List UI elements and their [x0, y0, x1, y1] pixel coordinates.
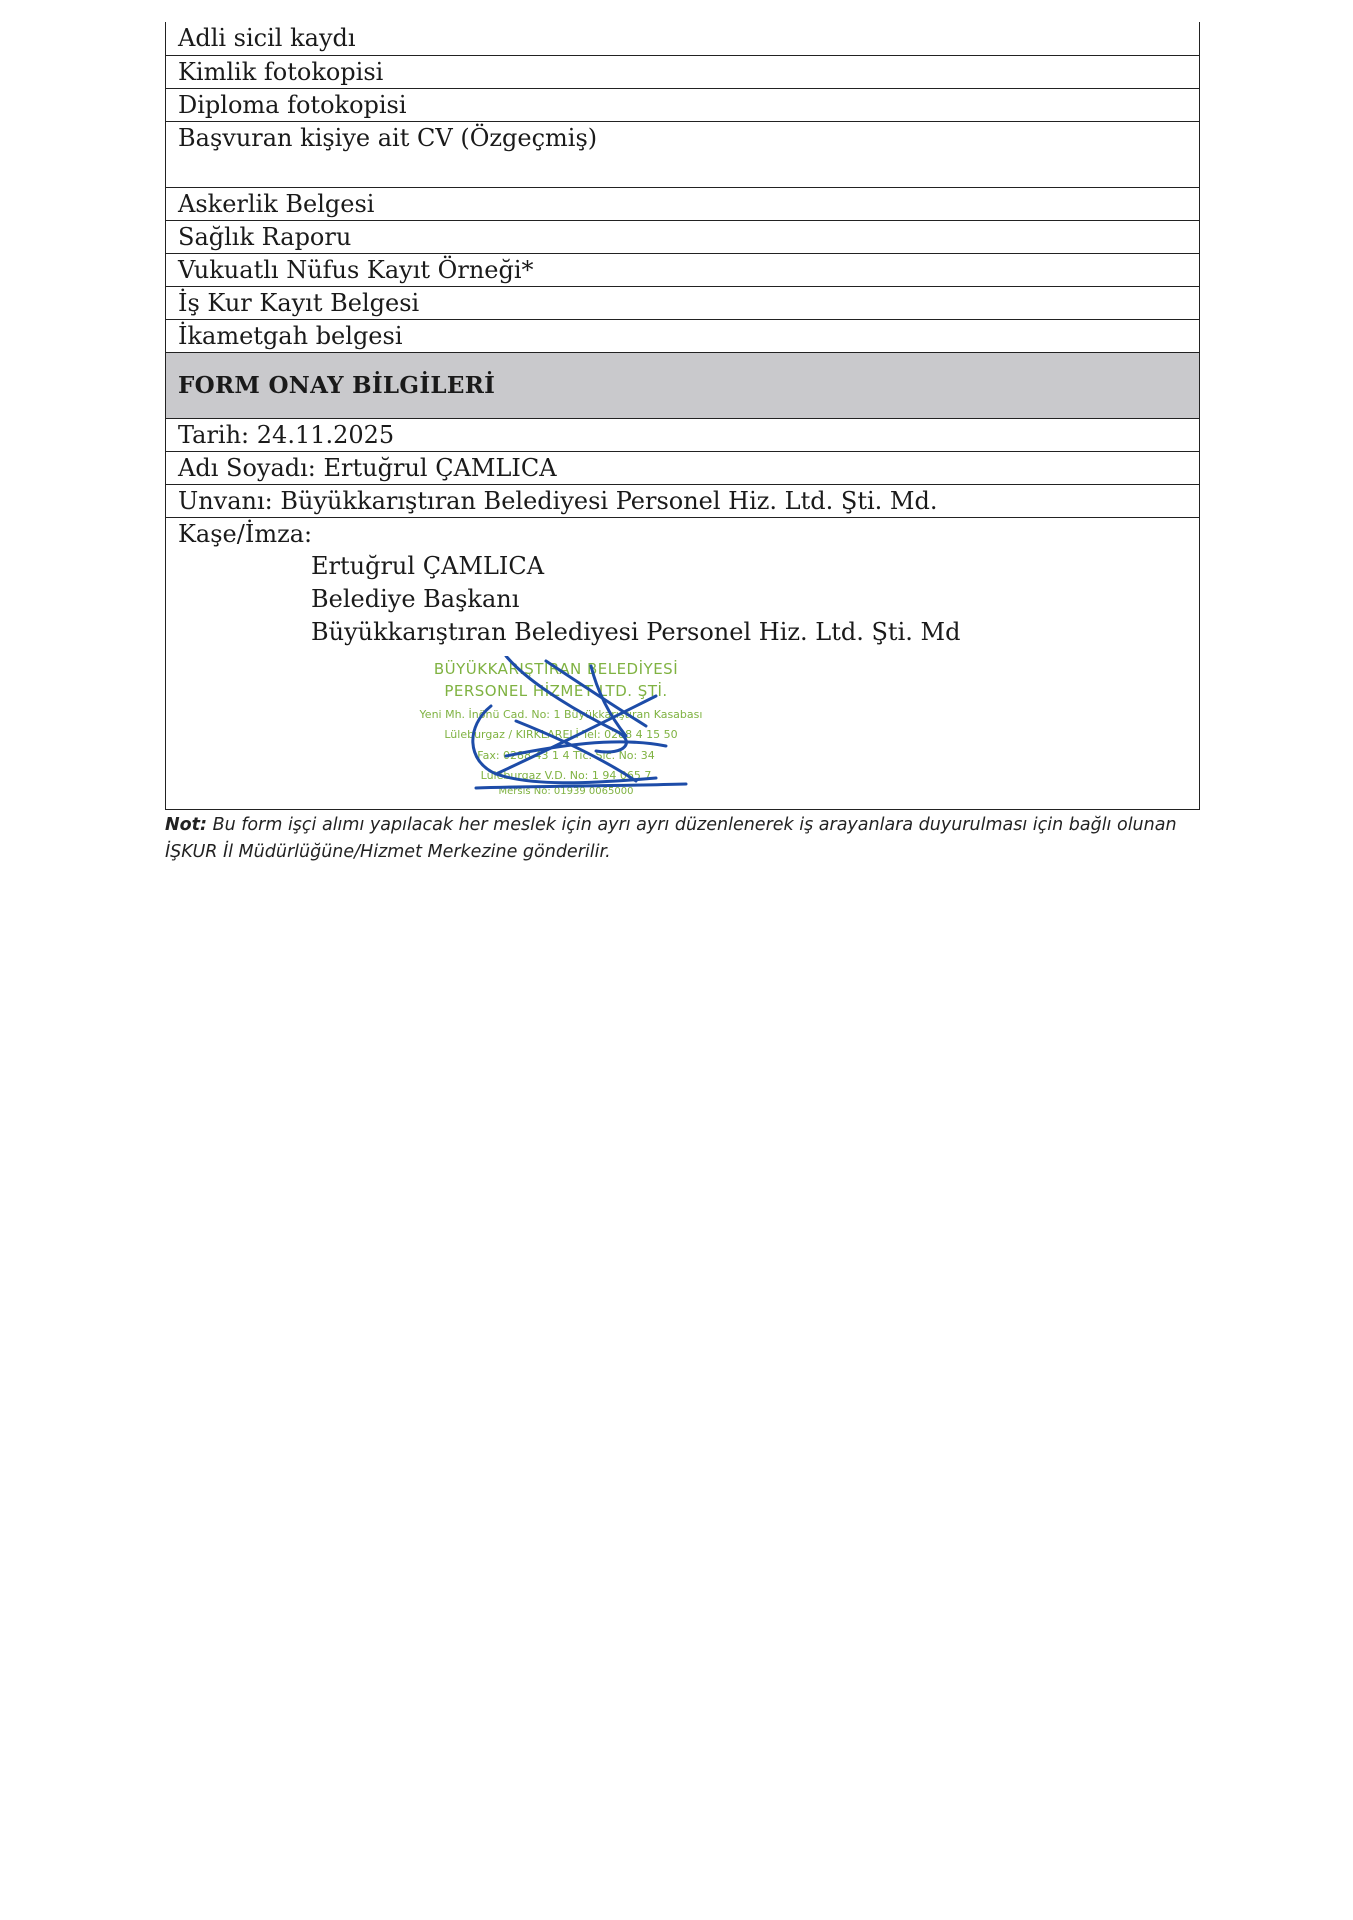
- approval-date: Tarih: 24.11.2025: [166, 418, 1199, 451]
- document-item-saglik: Sağlık Raporu: [166, 220, 1199, 253]
- stamp-line-4: Lüleburgaz / KIRKLARELİ Tel: 0288 4 15 50: [444, 728, 678, 741]
- section-heading-form-onay: FORM ONAY BİLGİLERİ: [166, 352, 1199, 418]
- signer-name: Ertuğrul ÇAMLICA: [311, 552, 545, 580]
- signature-cell: [166, 517, 1199, 809]
- stamp-line-1: BÜYÜKKARIŞTIRAN BELEDİYESİ: [433, 660, 679, 678]
- stamp-line-3: Yeni Mh. İnönü Cad. No: 1 Büyükkarıştıran Kasabası: [419, 708, 703, 721]
- stamp-line-2: PERSONEL HİZMET LTD. ŞTİ.: [444, 682, 668, 700]
- document-item-cv: Başvuran kişiye ait CV (Özgeçmiş): [166, 121, 1199, 187]
- stamp-line-6: Lüleburgaz V.D. No: 1 94 065 7: [480, 769, 652, 782]
- footnote: [165, 812, 1205, 866]
- stamp-line-5: Fax: 0288 43 1 4 Tic. Sic. No: 34: [477, 749, 655, 762]
- footnote-text: Bu form işçi alımı yapılacak her meslek için ayrı ayrı düzenlenerek iş arayanlara duyurulması için bağlı olunan İŞKUR İl Müdürlüğüne/Hizmet Merkezine gönderilir.: [165, 815, 1177, 862]
- signer-role: Belediye Başkanı: [311, 585, 520, 613]
- document-item-nufus: Vukuatlı Nüfus Kayıt Örneği*: [166, 253, 1199, 286]
- document-item-diploma: Diploma fotokopisi: [166, 88, 1199, 121]
- document-item-ikametgah: İkametgah belgesi: [166, 319, 1199, 352]
- signer-organization: Büyükkarıştıran Belediyesi Personel Hiz. Ltd. Şti. Md: [311, 618, 961, 646]
- signer-block: [311, 550, 960, 649]
- document-item-adli-sicil: Adli sicil kaydı: [178, 24, 356, 52]
- document-item-kimlik: Kimlik fotokopisi: [166, 55, 1199, 88]
- stamp-line-7: Mersis No: 01939 0065000: [498, 786, 634, 796]
- document-item-iskur: İş Kur Kayıt Belgesi: [166, 286, 1199, 319]
- approval-title: Unvanı: Büyükkarıştıran Belediyesi Personel Hiz. Ltd. Şti. Md.: [166, 484, 1199, 517]
- form-table: [165, 22, 1200, 810]
- document-item-askerlik: Askerlik Belgesi: [166, 187, 1199, 220]
- footnote-label: Not:: [165, 815, 208, 835]
- stamp-signature-label: Kaşe/İmza:: [178, 520, 313, 548]
- approval-name: Adı Soyadı: Ertuğrul ÇAMLICA: [166, 451, 1199, 484]
- company-stamp-with-signature: [356, 656, 736, 796]
